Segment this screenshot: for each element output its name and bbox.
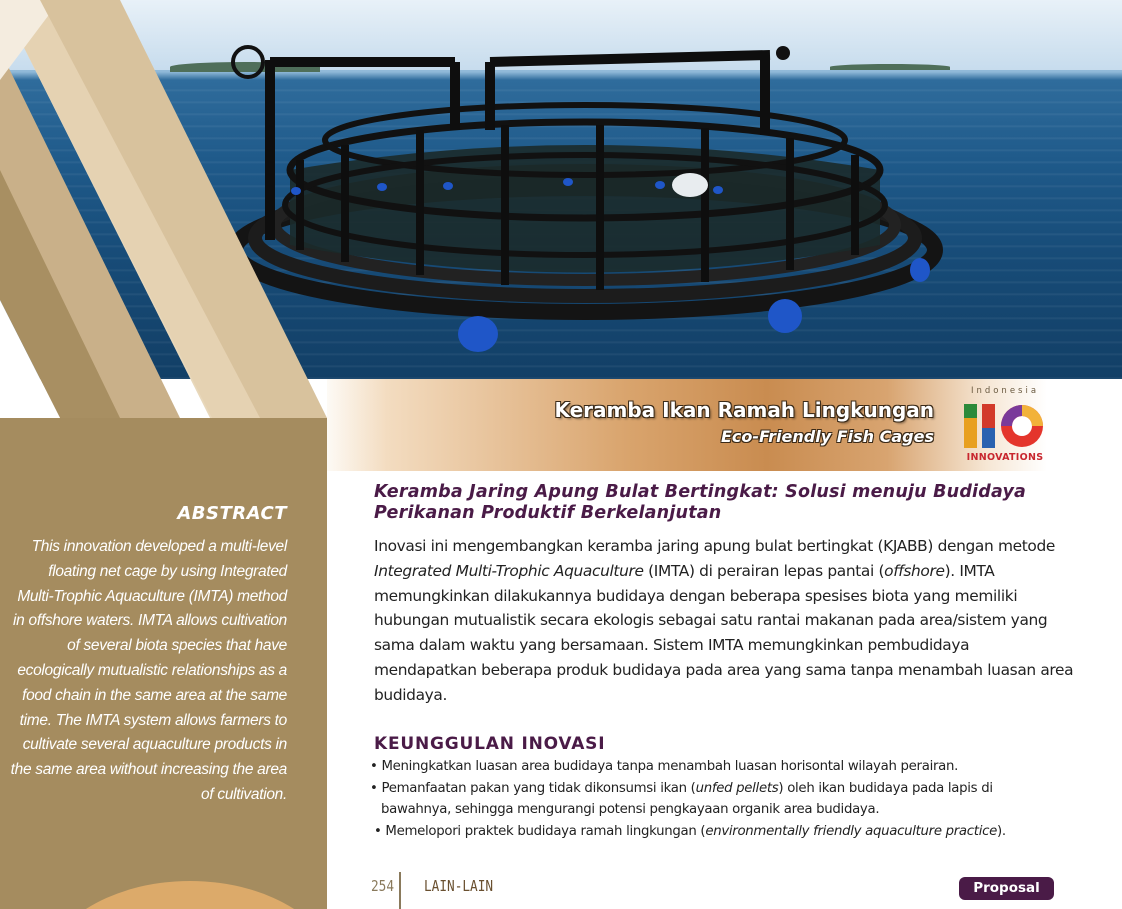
list-item [370, 778, 1090, 821]
proposal-badge: Proposal [959, 877, 1054, 900]
article-title: Keramba Jaring Apung Bulat Bertingkat: Solusi menuju Budidaya Perikanan Produktif Berkelanjutan [374, 482, 1027, 523]
list-item [370, 756, 1090, 778]
body-italic-term: Integrated Multi-Trophic Aquaculture [374, 561, 644, 580]
body-text: Inovasi ini mengembangkan keramba jaring apung bulat bertingkat (KJABB) dengan metode [374, 537, 1056, 555]
footer-divider [399, 872, 401, 909]
innovations-logo [956, 386, 1054, 466]
bullet-marker: • [373, 823, 382, 839]
article-body [374, 534, 1074, 708]
abstract-panel [0, 418, 327, 909]
logo-country: Indonesia [970, 386, 1040, 396]
logo-caption: INNOVATIONS [966, 452, 1044, 463]
list-item-text: ) oleh ikan budidaya pada lapis di [778, 780, 993, 796]
list-item-italic: environmentally friendly aquaculture practice [705, 823, 997, 839]
bullet-marker: • [370, 780, 378, 796]
advantages-list [370, 756, 1090, 842]
advantages-title: KEUNGGULAN INOVASI [374, 734, 606, 754]
list-item-text: Pemanfaatan pakan yang tidak dikonsumsi ikan ( [381, 780, 696, 796]
list-item-text: Meningkatkan luasan area budidaya tanpa menambah luasan horisontal wilayah perairan. [381, 759, 959, 774]
list-item-continuation: bawahnya, sehingga mengurangi potensi pengkayaan organik area budidaya. [381, 802, 880, 817]
decorative-circle [40, 881, 327, 909]
abstract-title: ABSTRACT [177, 503, 287, 524]
list-item-italic: unfed pellets [695, 780, 779, 796]
body-italic-term: offshore [884, 561, 945, 580]
banner-title: Keramba Ikan Ramah Lingkungan [554, 398, 934, 422]
list-item-text: Memelopori praktek budidaya ramah lingkungan ( [385, 823, 706, 839]
logo-number-graphic [962, 398, 1048, 452]
banner-subtitle: Eco-Friendly Fish Cages [720, 427, 934, 446]
section-name: LAIN-LAIN [424, 877, 494, 895]
list-item-text: ). [997, 823, 1006, 839]
page-number: 254 [371, 877, 395, 895]
body-text: ). IMTA memungkinkan dilakukannya budidaya dengan beberapa spesises biota yang memiliki hubungan mutualistik secara ekologis sebagai satu rantai makanan pada area/sistem yang sama dalam waktu yang bersamaan. Sistem IMTA memungkinkan pembudidaya mendapatkan beberapa produk budidaya pada area yang sama tanpa menambah luasan area budidaya. [374, 561, 1074, 704]
list-item [370, 821, 1090, 843]
body-text: (IMTA) di perairan lepas pantai ( [643, 561, 885, 580]
abstract-text: This innovation developed a multi-level floating net cage by using Integrated Multi-Trophic Aquaculture (IMTA) method in offshore waters. IMTA allows cultivation of several biota species that have ecologically mutualistic relationships as a food chain in the same area at the same time. The IMTA system allows farmers to cultivate several aquaculture products in the same area without increasing the area of cultivation. [10, 538, 287, 803]
bullet-marker: • [370, 759, 378, 774]
